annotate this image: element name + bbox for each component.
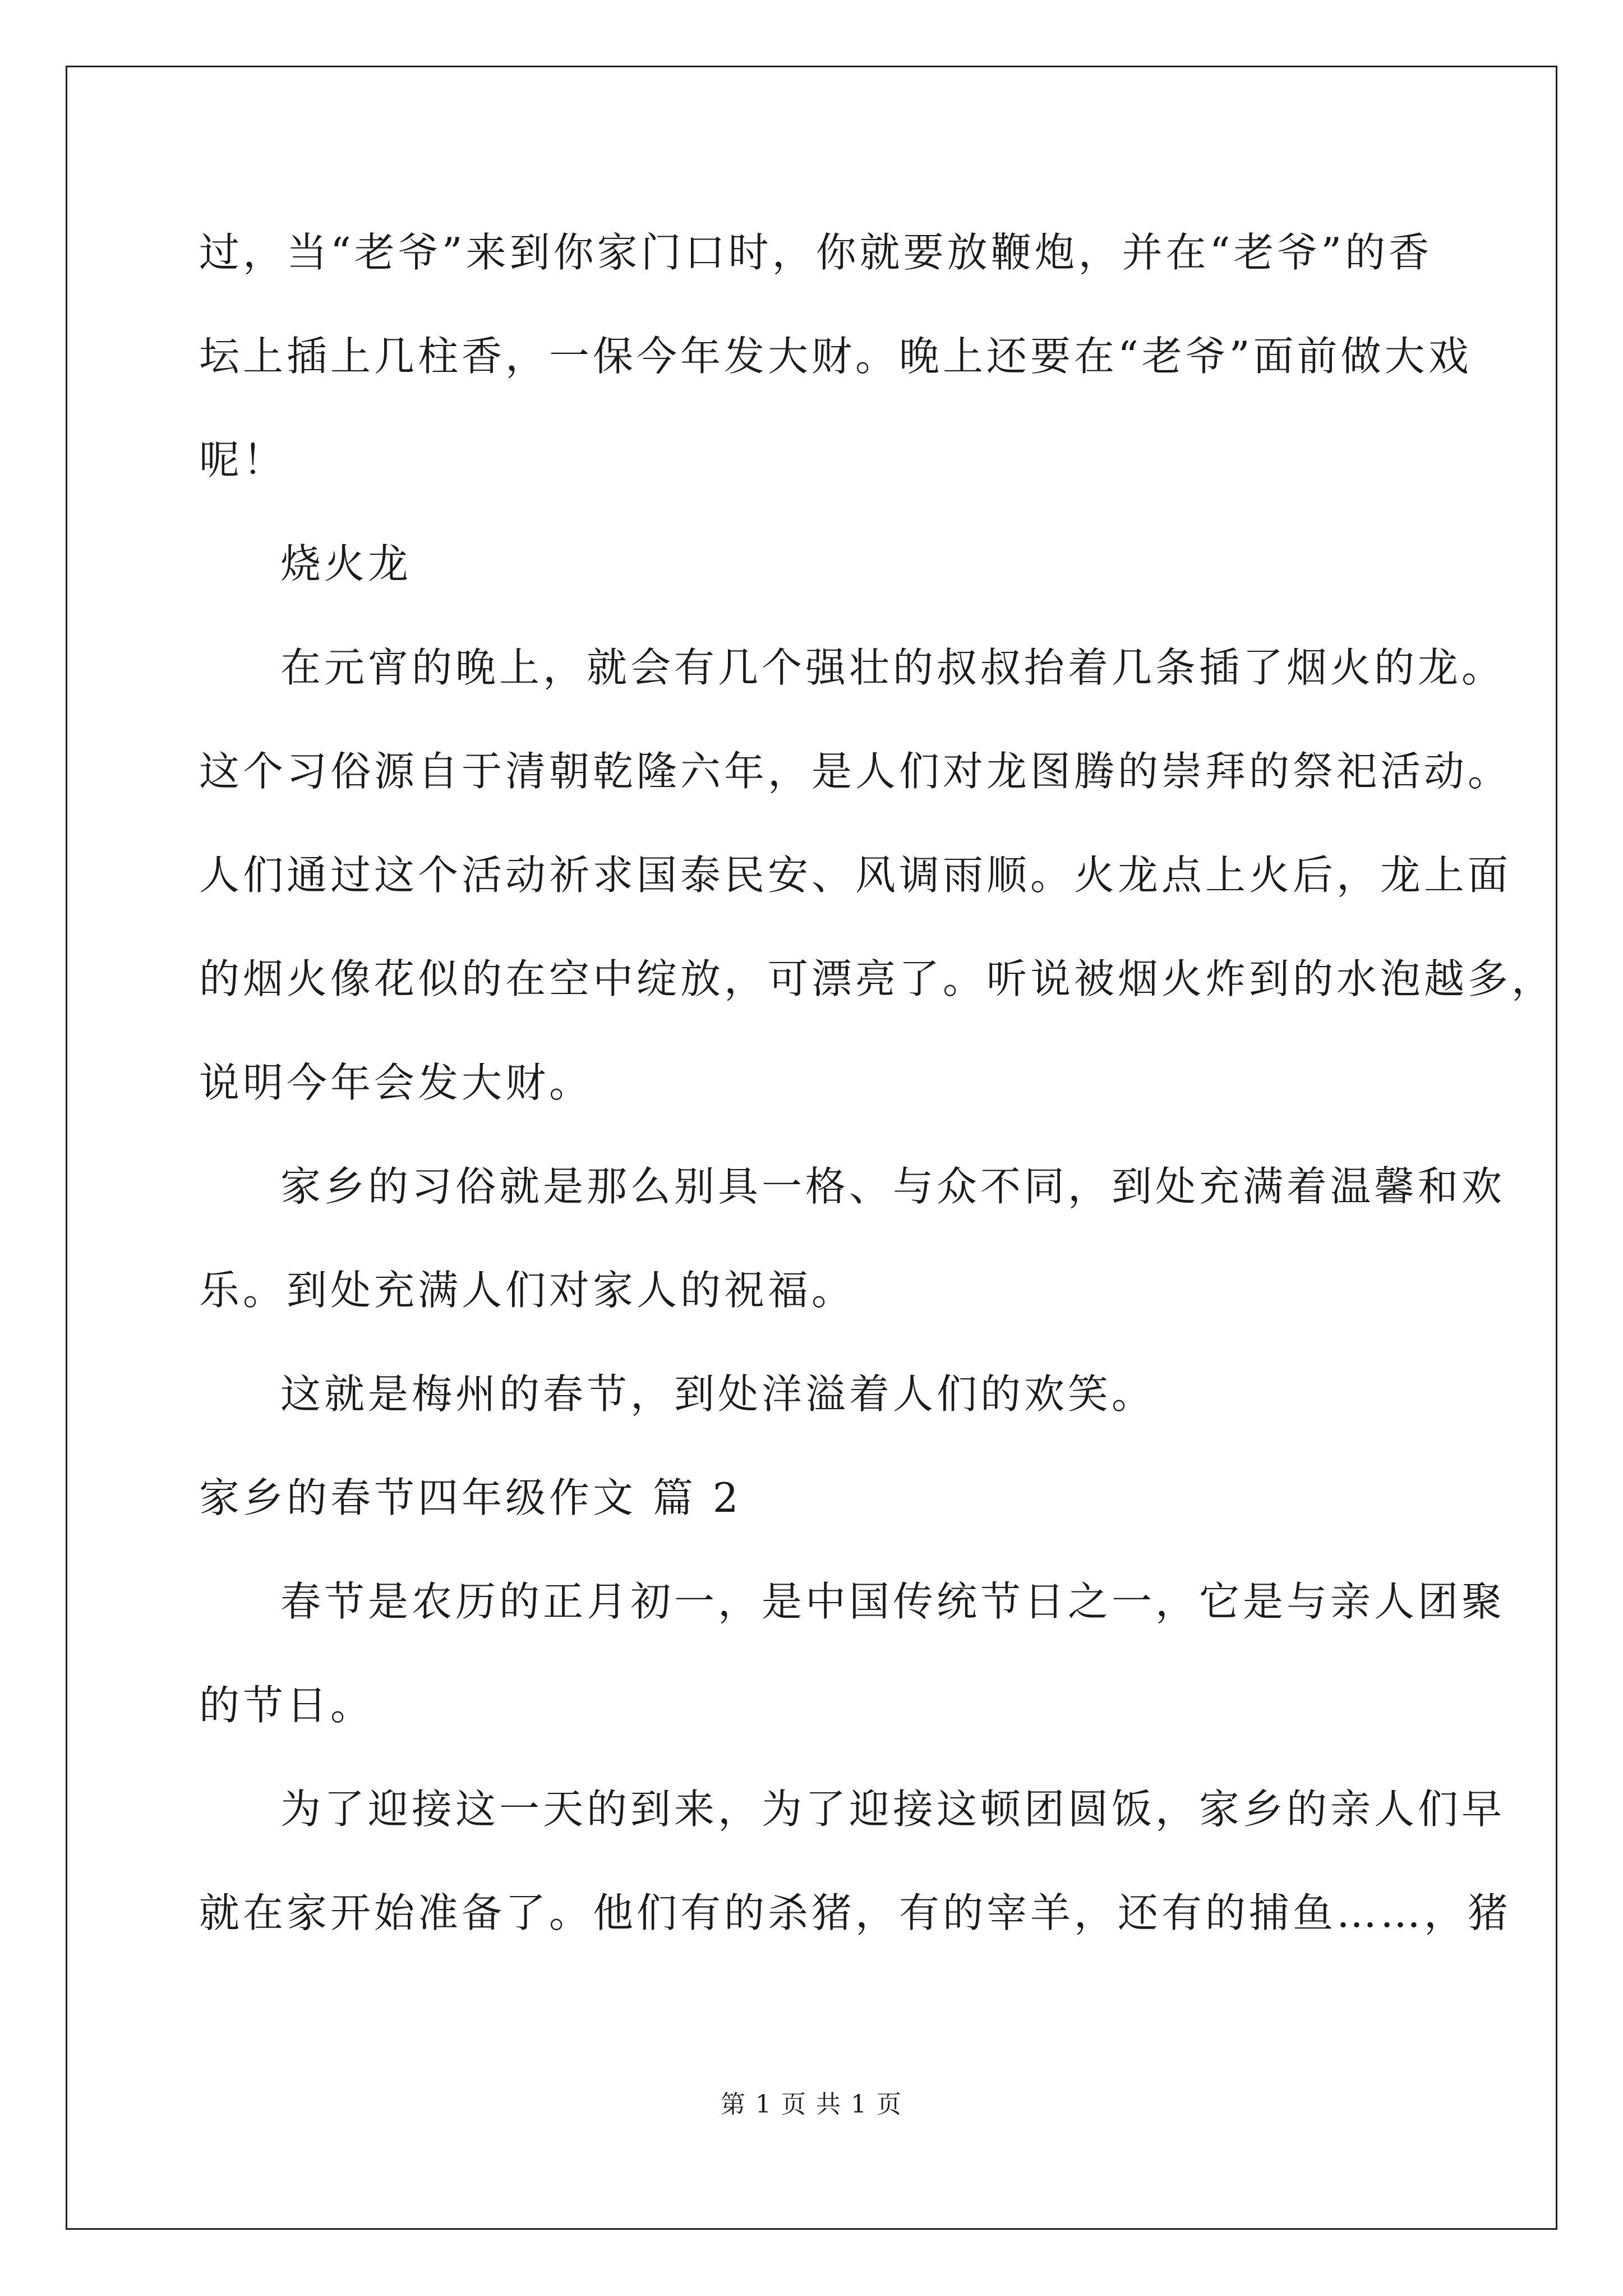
paragraph-line: 在元宵的晚上，就会有几个强壮的叔叔抬着几条插了烟火的龙。 <box>280 644 1506 691</box>
paragraph-line: 坛上插上几柱香，一保今年发大财。晚上还要在“老爷”面前做大戏 <box>199 333 1472 380</box>
article-title: 家乡的春节四年级作文 篇 2 <box>199 1474 742 1521</box>
paragraph-line: 的节日。 <box>199 1682 375 1729</box>
paragraph-line: 过，当“老爷”来到你家门口时，你就要放鞭炮，并在“老爷”的香 <box>199 229 1433 276</box>
page-number-footer: 第 1 页 共 1 页 <box>721 2090 902 2119</box>
paragraph-line: 说明今年会发大财。 <box>199 1059 593 1106</box>
paragraph-line: 乐。到处充满人们对家人的祝福。 <box>199 1267 856 1314</box>
paragraph-line: 就在家开始准备了。他们有的杀猪，有的宰羊，还有的捕鱼……，猪 <box>199 1889 1512 1936</box>
paragraph-line: 人们通过这个活动祈求国泰民安、风调雨顺。火龙点上火后，龙上面 <box>199 852 1512 899</box>
paragraph-line: 为了迎接这一天的到来，为了迎接这顿团圆饭，家乡的亲人们早 <box>280 1786 1506 1833</box>
paragraph-line: 家乡的习俗就是那么别具一格、与众不同，到处充满着温馨和欢 <box>280 1163 1506 1210</box>
section-heading: 烧火龙 <box>280 540 412 587</box>
paragraph-line: 这就是梅州的春节，到处洋溢着人们的欢笑。 <box>280 1370 1156 1418</box>
paragraph-line: 春节是农历的正月初一，是中国传统节日之一，它是与亲人团聚 <box>280 1578 1506 1625</box>
paragraph-line: 这个习俗源自于清朝乾隆六年，是人们对龙图腾的崇拜的祭祀活动。 <box>199 748 1512 795</box>
paragraph-line: 呢！ <box>199 436 287 484</box>
paragraph-line: 的烟火像花似的在空中绽放，可漂亮了。听说被烟火炸到的水泡越多， <box>199 955 1556 1002</box>
